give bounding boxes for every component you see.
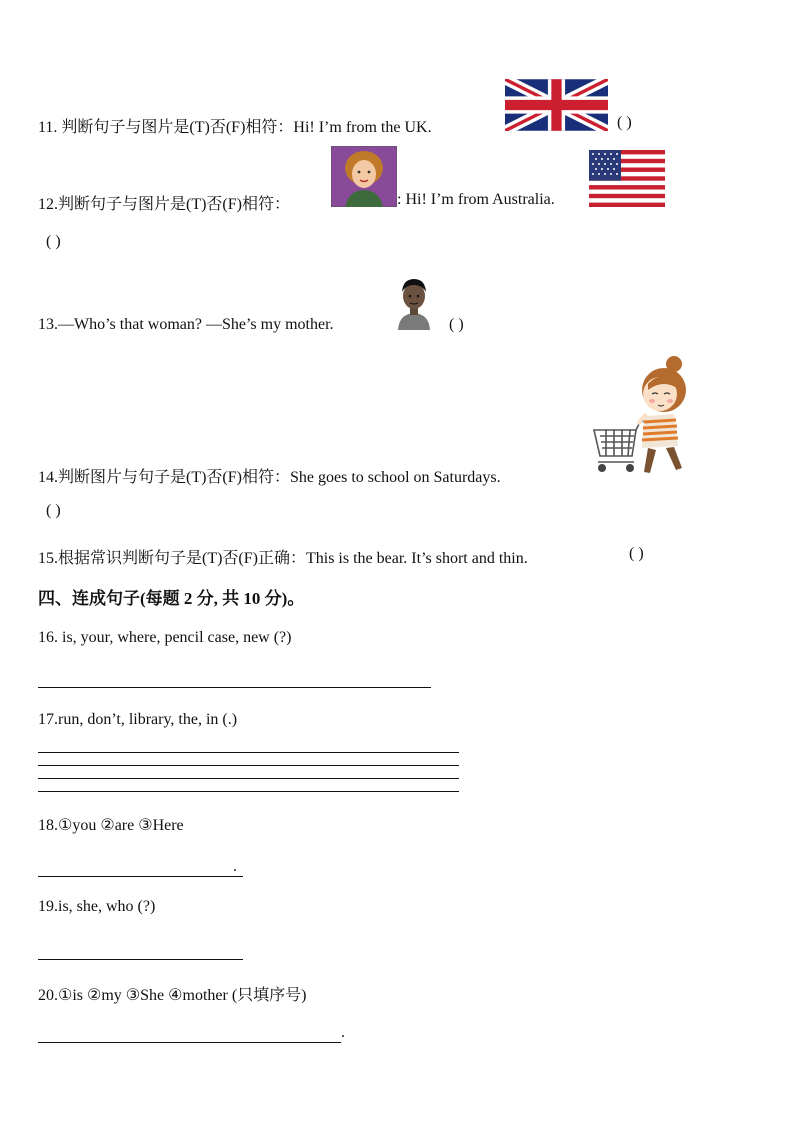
uk-flag-icon [505, 79, 608, 131]
q19-text: 19.is, she, who (?) [38, 898, 156, 915]
q15-text: 15.根据常识判断句子是(T)否(F)正确：This is the bear. It’s short and thin. [38, 550, 528, 567]
q11-text: 11. 判断句子与图片是(T)否(F)相符：Hi! I’m from the UK. [38, 119, 432, 136]
q12-answer-paren[interactable]: ( ) [46, 233, 61, 250]
q14-answer-paren[interactable]: ( ) [46, 502, 61, 519]
q16-text: 16. is, your, where, pencil case, new (?) [38, 629, 292, 646]
q17-answer-line-3[interactable] [38, 778, 459, 779]
q12-text-b: : Hi! I’m from Australia. [397, 191, 555, 208]
boy-avatar-icon [396, 276, 432, 330]
q13-answer-paren[interactable]: ( ) [449, 316, 464, 333]
q17-answer-line-4[interactable] [38, 791, 459, 792]
q18-end-mark: . [233, 858, 237, 875]
q19-answer-line[interactable] [38, 959, 243, 960]
girl-shopping-cart-icon [592, 356, 699, 478]
q20-end-mark: . [341, 1024, 345, 1041]
q11-answer-paren[interactable]: ( ) [617, 114, 632, 131]
q17-answer-line-1[interactable] [38, 752, 459, 753]
q20-answer-line[interactable] [38, 1042, 341, 1043]
woman-portrait-icon [331, 146, 397, 207]
usa-flag-icon [589, 150, 665, 207]
q16-answer-line[interactable] [38, 687, 431, 688]
section4-heading: 四、连成句子(每题 2 分, 共 10 分)。 [38, 589, 305, 608]
q18-text: 18.①you ②are ③Here [38, 817, 184, 834]
q15-answer-paren[interactable]: ( ) [629, 545, 644, 562]
q17-text: 17.run, don’t, library, the, in (.) [38, 711, 238, 728]
q13-text: 13.—Who’s that woman? —She’s my mother. [38, 316, 334, 333]
q20-text: 20.①is ②my ③She ④mother (只填序号) [38, 987, 307, 1004]
q12-text-a: 12.判断句子与图片是(T)否(F)相符： [38, 196, 290, 213]
q14-text: 14.判断图片与句子是(T)否(F)相符：She goes to school on Saturdays. [38, 469, 501, 486]
q17-answer-line-2[interactable] [38, 765, 459, 766]
q18-answer-line[interactable] [38, 876, 243, 877]
